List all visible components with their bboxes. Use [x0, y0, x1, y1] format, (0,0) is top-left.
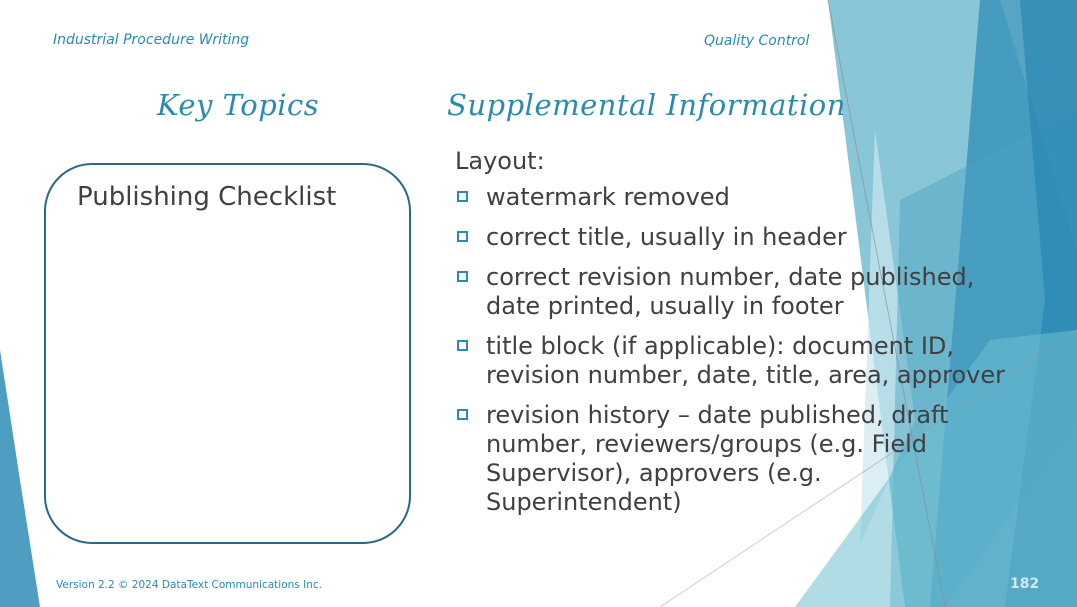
course-title: Industrial Procedure Writing	[53, 32, 250, 48]
section-title: Quality Control	[704, 33, 810, 49]
list-item-text: correct title, usually in header	[486, 223, 847, 251]
list-item-text: watermark removed	[486, 183, 730, 211]
left-sliver-shape	[0, 350, 40, 607]
list-item	[455, 401, 1015, 517]
checkbox-bullet-icon	[457, 409, 468, 420]
list-item-text: title block (if applicable): document ID, revision number, date, title, area, approver	[486, 332, 1005, 389]
version-footer: Version 2.2 © 2024 DataText Communications Inc.	[56, 579, 322, 591]
list-item	[455, 332, 1015, 390]
list-item	[455, 263, 1015, 321]
checkbox-bullet-icon	[457, 340, 468, 351]
checkbox-bullet-icon	[457, 271, 468, 282]
topic-title: Publishing Checklist	[77, 182, 337, 212]
supplemental-heading: Supplemental Information	[447, 88, 846, 122]
list-item-text: revision history – date published, draft number, reviewers/groups (e.g. Field Supervisor), approvers (e.g. Superintendent)	[486, 401, 949, 516]
layout-label: Layout:	[455, 147, 545, 175]
checkbox-bullet-icon	[457, 231, 468, 242]
checkbox-bullet-icon	[457, 191, 468, 202]
page-number: 182	[1010, 576, 1040, 592]
supplemental-content	[455, 146, 1015, 528]
checklist	[455, 183, 1015, 517]
list-item-text: correct revision number, date published, date printed, usually in footer	[486, 263, 975, 320]
topic-box	[44, 163, 411, 544]
list-item	[455, 183, 1015, 212]
list-item	[455, 223, 1015, 252]
key-topics-heading: Key Topics	[157, 88, 320, 122]
